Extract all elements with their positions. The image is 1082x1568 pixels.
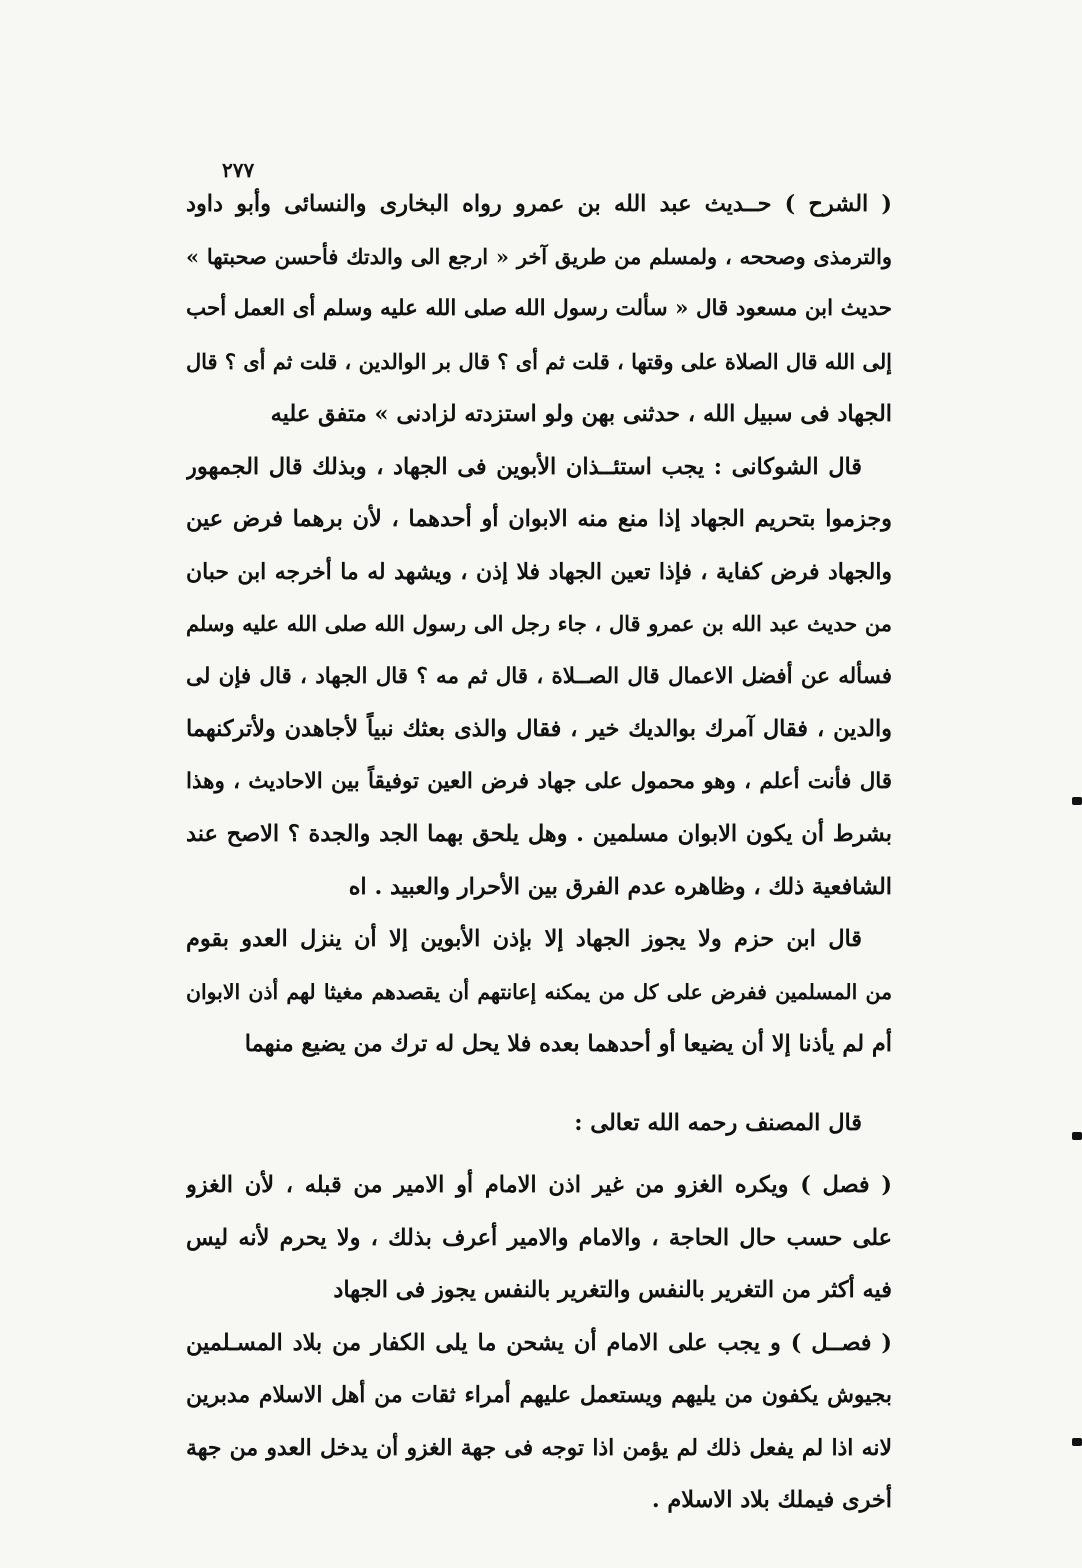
text-line: ( الشرح ) حــديث عبد الله بن عمرو رواه البخارى والنسائى وأبو داود — [186, 191, 892, 217]
text-line: والترمذى وصححه ، ولمسلم من طريق آخر « ارجع الى والدتك فأحسن صحبتها » — [186, 243, 892, 269]
text-line: قال ابن حزم ولا يجوز الجهاد إلا بإذن الأبوين إلا أن ينزل العدو بقوم — [186, 926, 862, 952]
text-line: قال فأنت أعلم ، وهو محمول على جهاد فرض العين توفيقاً بين الاحاديث ، وهذا — [186, 768, 892, 794]
text-line: وجزموا بتحريم الجهاد إذا منع منه الابوان أو أحدهما ، لأن برهما فرض عين — [186, 506, 892, 532]
text-line: والجهاد فرض كفاية ، فإذا تعين الجهاد فلا إذن ، ويشهد له ما أخرجه ابن حبان — [186, 558, 892, 585]
text-line: فسأله عن أفضل الاعمال قال الصــلاة ، قال ثم مه ؟ قال الجهاد ، قال فإن لى — [186, 663, 892, 689]
text-line: أخرى فيملك بلاد الاسلام . — [651, 1487, 892, 1513]
text-line: على حسب حال الحاجة ، والامام والامير أعرف بذلك ، ولا يحرم لأنه ليس — [186, 1224, 892, 1251]
text-line: الشافعية ذلك ، وظاهره عدم الفرق بين الأحرار والعبيد . اه — [348, 873, 892, 900]
paragraph-ibn-hazm — [186, 913, 892, 1071]
text-line: بشرط أن يكون الابوان مسلمين . وهل يلحق بهما الجد والجدة ؟ الاصح عند — [186, 821, 892, 847]
text-line: الجهاد فى سبيل الله ، حدثنى بهن ولو استزدته لزادنى » متفق عليه — [270, 401, 892, 427]
text-line: قال الشوكانى : يجب استئــذان الأبوين فى الجهاد ، وبذلك قال الجمهور — [186, 453, 862, 480]
text-line: من المسلمين ففرض على كل من يمكنه إعانتهم أن يقصدهم مغيثا لهم أذن الابوان — [186, 979, 892, 1004]
text-line: ( فصــل ) و يجب على الامام أن يشحن ما يلى الكفار من بلاد المسـلمين — [186, 1329, 892, 1356]
page-number: ٢٧٧ — [222, 158, 255, 182]
text-line: أم لم يأذنا إلا أن يضيعا أو أحدهما بعده فلا يحل له ترك من يضيع منهما — [244, 1031, 892, 1057]
text-line: حديث ابن مسعود قال « سألت رسول الله صلى الله عليه وسلم أى العمل أحب — [186, 296, 892, 321]
scan-edge-mark — [1072, 1132, 1082, 1140]
text-line: ( فصل ) ويكره الغزو من غير اذن الامام أو الامير من قبله ، لأن الغزو — [186, 1172, 892, 1198]
text-line: فيه أكثر من التغرير بالنفس والتغرير بالنفس يجوز فى الجهاد — [333, 1277, 892, 1303]
text-line: بجيوش يكفون من يليهم ويستعمل عليهم أمراء ثقات من أهل الاسلام مدبرين — [186, 1382, 892, 1408]
section-heading: قال المصنف رحمه الله تعالى : — [574, 1109, 862, 1136]
scan-edge-mark — [1072, 797, 1082, 805]
text-line: لانه اذا لم يفعل ذلك لم يؤمن اذا توجه فى جهة الغزو أن يدخل العدو من جهة — [186, 1434, 892, 1461]
page-body — [186, 178, 892, 1527]
text-line: من حديث عبد الله بن عمرو قال ، جاء رجل الى رسول الله صلى الله عليه وسلم — [186, 611, 892, 636]
paragraph-fasl-2 — [186, 1317, 892, 1527]
paragraph-fasl-1 — [186, 1159, 892, 1317]
paragraph-commentary — [186, 178, 892, 441]
text-line: إلى الله قال الصلاة على وقتها ، قلت ثم أى ؟ قال بر الوالدين ، قلت ثم أى ؟ قال — [186, 348, 892, 374]
text-line: والدين ، فقال آمرك بوالديك خير ، فقال والذى بعثك نبياً لأجاهدن ولأتركنهما — [186, 716, 892, 742]
scan-edge-mark — [1072, 1438, 1082, 1446]
paragraph-shawkani — [186, 441, 892, 914]
